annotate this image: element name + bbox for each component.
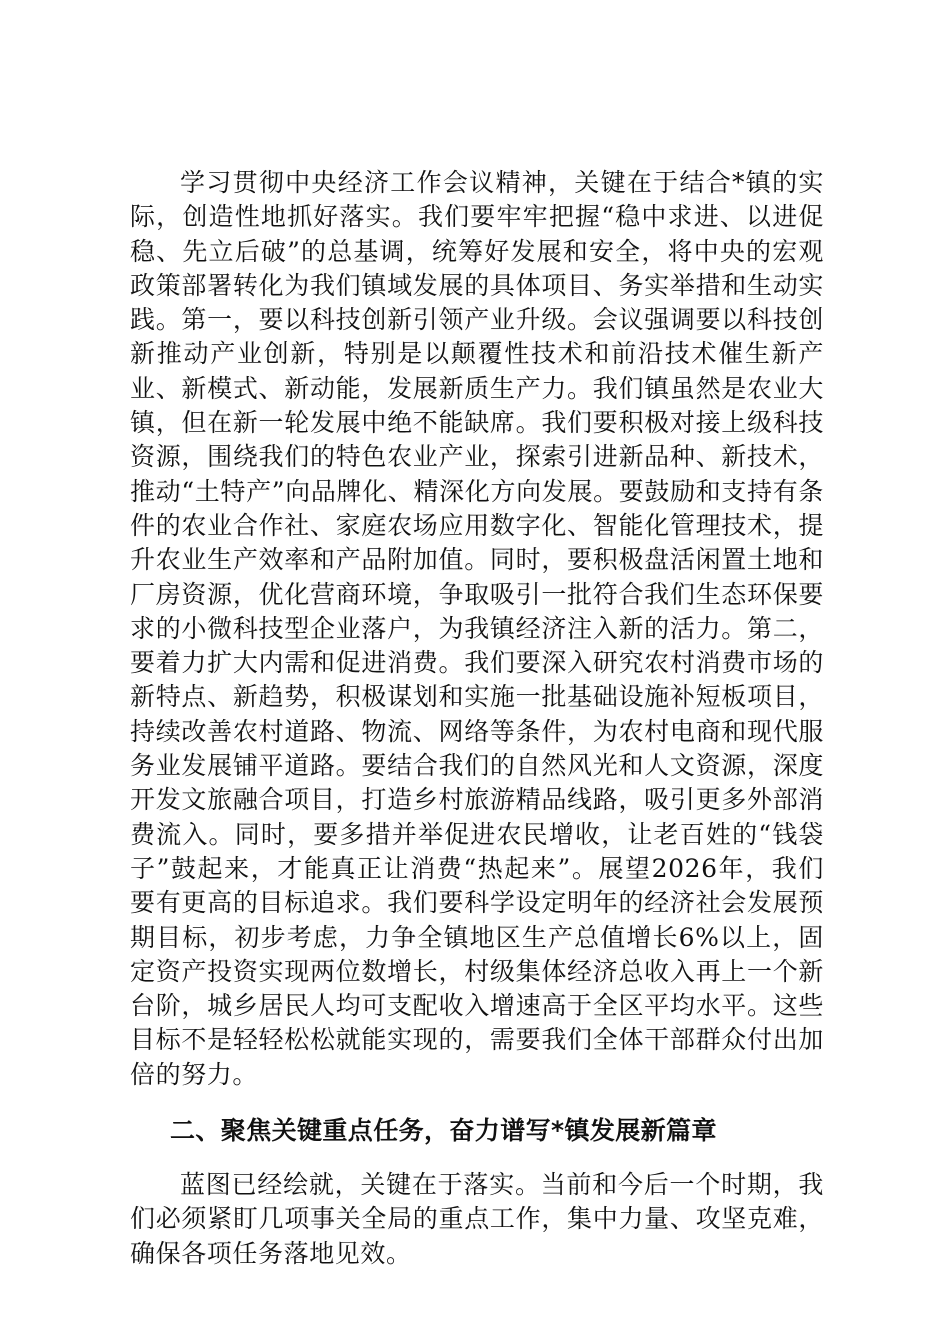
body-paragraph: 蓝图已经绘就，关键在于落实。当前和今后一个时期，我们必须紧盯几项事关全局的重点工作，集中力量、攻坚克难，确保各项任务落地见效。 (130, 1170, 824, 1268)
document-body (130, 166, 824, 1271)
body-paragraph: 学习贯彻中央经济工作会议精神，关键在于结合*镇的实际，创造性地抓好落实。我们要牢牢把握“稳中求进、以进促稳、先立后破”的总基调，统筹好发展和安全，将中央的宏观政策部署转化为我们镇域发展的具体项目、务实举措和生动实践。第一，要以科技创新引领产业升级。会议强调要以科技创新推动产业创新，特别是以颠覆性技术和前沿技术催生新产业、新模式、新动能，发展新质生产力。我们镇虽然是农业大镇，但在新一轮发展中绝不能缺席。我们要积极对接上级科技资源，围绕我们的特色农业产业，探索引进新品种、新技术，推动“土特产”向品牌化、精深化方向发展。要鼓励和支持有条件的农业合作社、家庭农场应用数字化、智能化管理技术，提升农业生产效率和产品附加值。同时，要积极盘活闲置土地和厂房资源，优化营商环境，争取吸引一批符合我们生态环保要求的小微科技型企业落户，为我镇经济注入新的活力。第二，要着力扩大内需和促进消费。我们要深入研究农村消费市场的新特点、新趋势，积极谋划和实施一批基础设施补短板项目，持续改善农村道路、物流、网络等条件，为农村电商和现代服务业发展铺平道路。要结合我们的自然风光和人文资源，深度开发文旅融合项目，打造乡村旅游精品线路，吸引更多外部消费流入。同时，要多措并举促进农民增收，让老百姓的“钱袋子”鼓起来，才能真正让消费“热起来”。展望2026年，我们要有更高的目标追求。我们要科学设定明年的经济社会发展预期目标，初步考虑，力争全镇地区生产总值增长6%以上，固定资产投资实现两位数增长，村级集体经济总收入再上一个新台阶，城乡居民人均可支配收入增速高于全区平均水平。这些目标不是轻轻松松就能实现的，需要我们全体干部群众付出加倍的努力。 (130, 168, 824, 1089)
section-heading: 二、聚焦关键重点任务，奋力谱写*镇发展新篇章 (170, 1116, 717, 1146)
